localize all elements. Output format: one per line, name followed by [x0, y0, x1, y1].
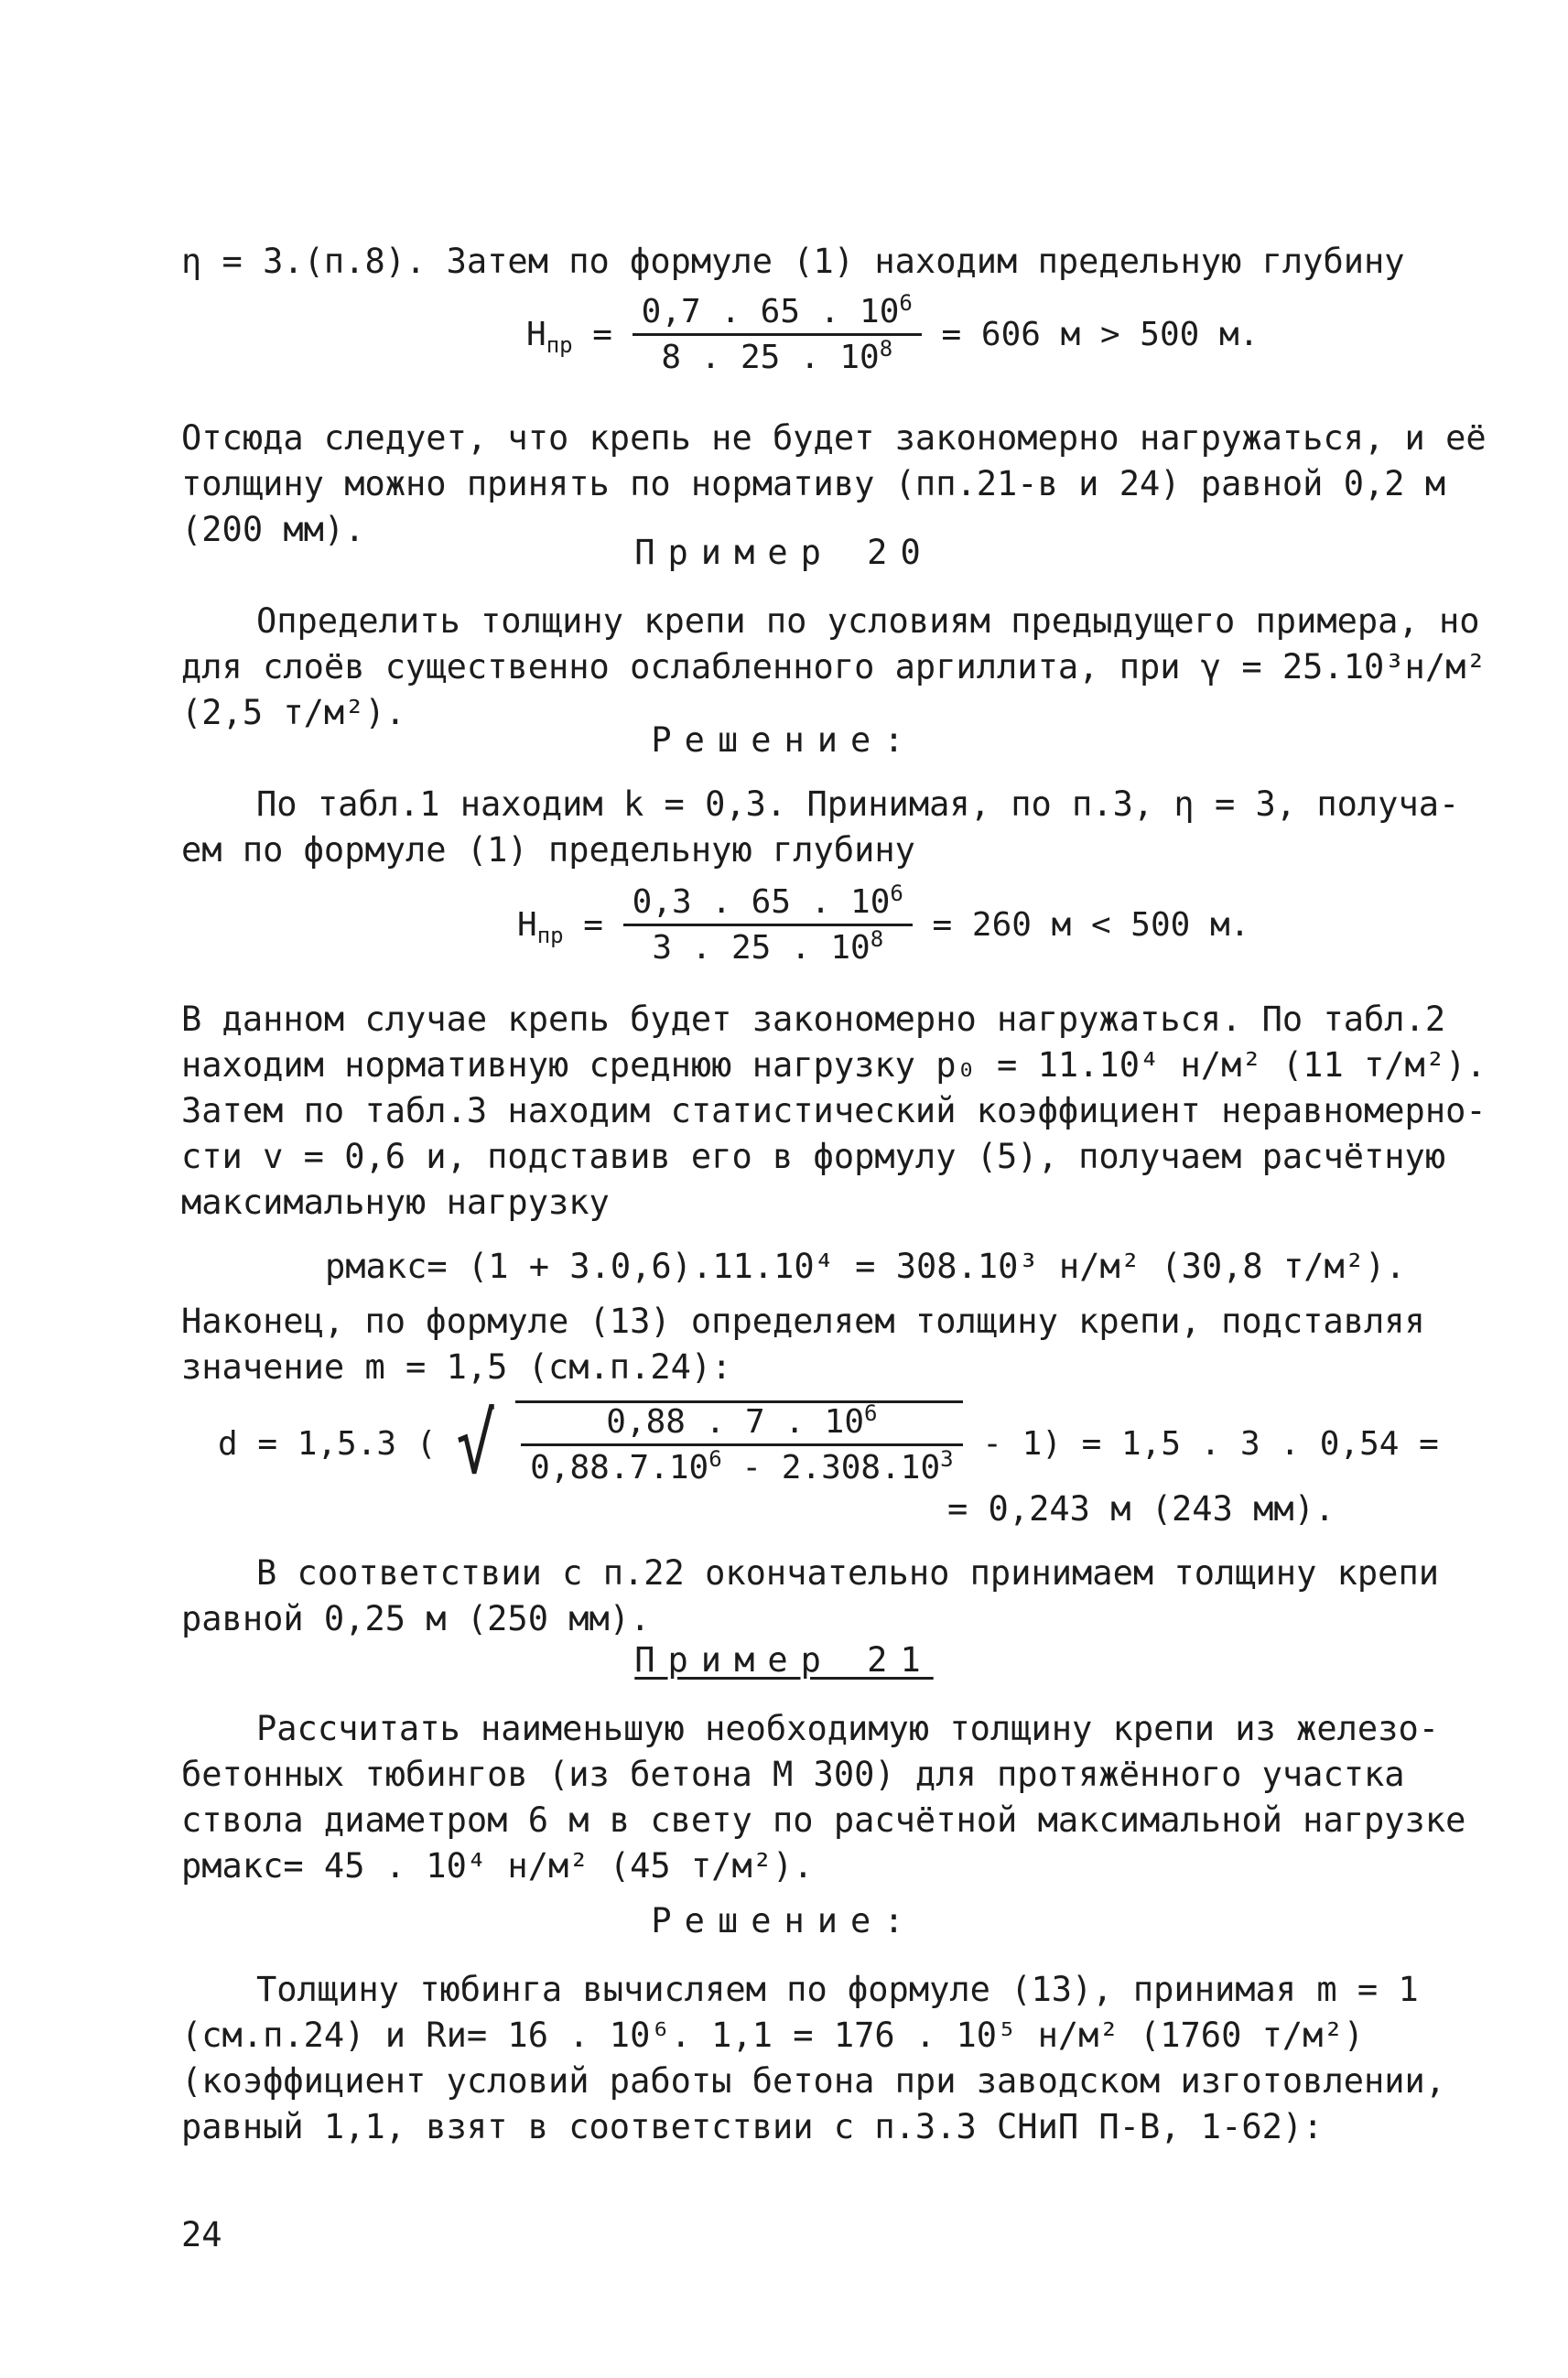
text-line: бетонных тюбингов (из бетона М 300) для протяжённого участка: [181, 1755, 1405, 1794]
text-line: В соответствии с п.22 окончательно принимаем толщину крепи: [256, 1553, 1440, 1593]
text-line: Толщину тюбинга вычисляем по формуле (13), принимая m = 1: [256, 1970, 1419, 2009]
text-line: (200 мм).: [181, 510, 365, 549]
text-line: равной 0,25 м (250 мм).: [181, 1599, 651, 1638]
text-line: Затем по табл.3 находим статистический коэффициент неравномерно-: [181, 1091, 1487, 1130]
text-line: Отсюда следует, что крепь не будет закономерно нагружаться, и её: [181, 418, 1487, 458]
text-line: По табл.1 находим k = 0,3. Принимая, по п.3, η = 3, получа-: [256, 784, 1460, 824]
text-line: ствола диаметром 6 м в свету по расчётной максимальной нагрузке: [181, 1800, 1466, 1840]
text-line: максимальную нагрузку: [181, 1183, 610, 1222]
text-line: находим нормативную среднюю нагрузку p₀ = 11.10⁴ н/м² (11 т/м²).: [181, 1045, 1487, 1085]
example-21-heading: Пример 21: [634, 1640, 934, 1680]
formula-thickness-result: = 0,243 м (243 мм).: [947, 1489, 1336, 1529]
text-line: (см.п.24) и Rи= 16 . 10⁶. 1,1 = 176 . 10⁵ н/м² (1760 т/м²): [181, 2016, 1365, 2055]
text-line: (коэффициент условий работы бетона при заводском изготовлении,: [181, 2061, 1446, 2101]
solution-heading-2: Решение:: [651, 1901, 917, 1940]
formula-h-limit-2: $H_{пр}$ = $\frac{0,3 . 65 . 10^6}{3 . 25 . 10^8}$ = 260 м < 500 м.: [517, 881, 1250, 967]
formula-p-max: pмакс= (1 + 3.0,6).11.10⁴ = 308.10³ н/м² (30,8 т/м²).: [325, 1247, 1406, 1286]
text-line: (2,5 т/м²).: [181, 693, 406, 732]
text-line: для слоёв существенно ослабленного аргиллита, при γ = 25.10³н/м²: [181, 647, 1487, 686]
formula-thickness-d: d = 1,5.3 ( √ $\frac{0,88 . 7 . 10^6}{0,88.7.10^6 - 2.308.10^3}$ - 1) = 1,5 . 3 . 0,54 =: [218, 1395, 1439, 1492]
text-line: pмакс= 45 . 10⁴ н/м² (45 т/м²).: [181, 1846, 814, 1886]
text-line: В данном случае крепь будет закономерно нагружаться. По табл.2: [181, 1000, 1446, 1039]
sqrt-symbol: √: [456, 1395, 496, 1492]
text-line: Рассчитать наименьшую необходимую толщину крепи из железо-: [256, 1709, 1440, 1748]
text-line: равный 1,1, взят в соответствии с п.3.3 СНиП П-В, 1-62):: [181, 2107, 1324, 2146]
page-number: 24: [181, 2215, 222, 2254]
text-line: ем по формуле (1) предельную глубину: [181, 830, 915, 870]
text-line: сти v = 0,6 и, подставив его в формулу (5), получаем расчётную: [181, 1137, 1446, 1176]
example-20-heading: Пример 20: [634, 533, 934, 572]
solution-heading-1: Решение:: [651, 720, 917, 760]
text-line: значение m = 1,5 (см.п.24):: [181, 1347, 732, 1387]
formula-h-limit-1: $H_{пр}$ = $\frac{0,7 . 65 . 10^6}{8 . 25 . 10^8}$ = 606 м > 500 м.: [526, 290, 1260, 376]
text-line: η = 3.(п.8). Затем по формуле (1) находим предельную глубину: [181, 242, 1405, 281]
text-line: толщину можно принять по нормативу (пп.21-в и 24) равной 0,2 м: [181, 464, 1446, 503]
text-line: Определить толщину крепи по условиям предыдущего примера, но: [256, 601, 1480, 641]
text-line: Наконец, по формуле (13) определяем толщину крепи, подставляя: [181, 1302, 1425, 1341]
